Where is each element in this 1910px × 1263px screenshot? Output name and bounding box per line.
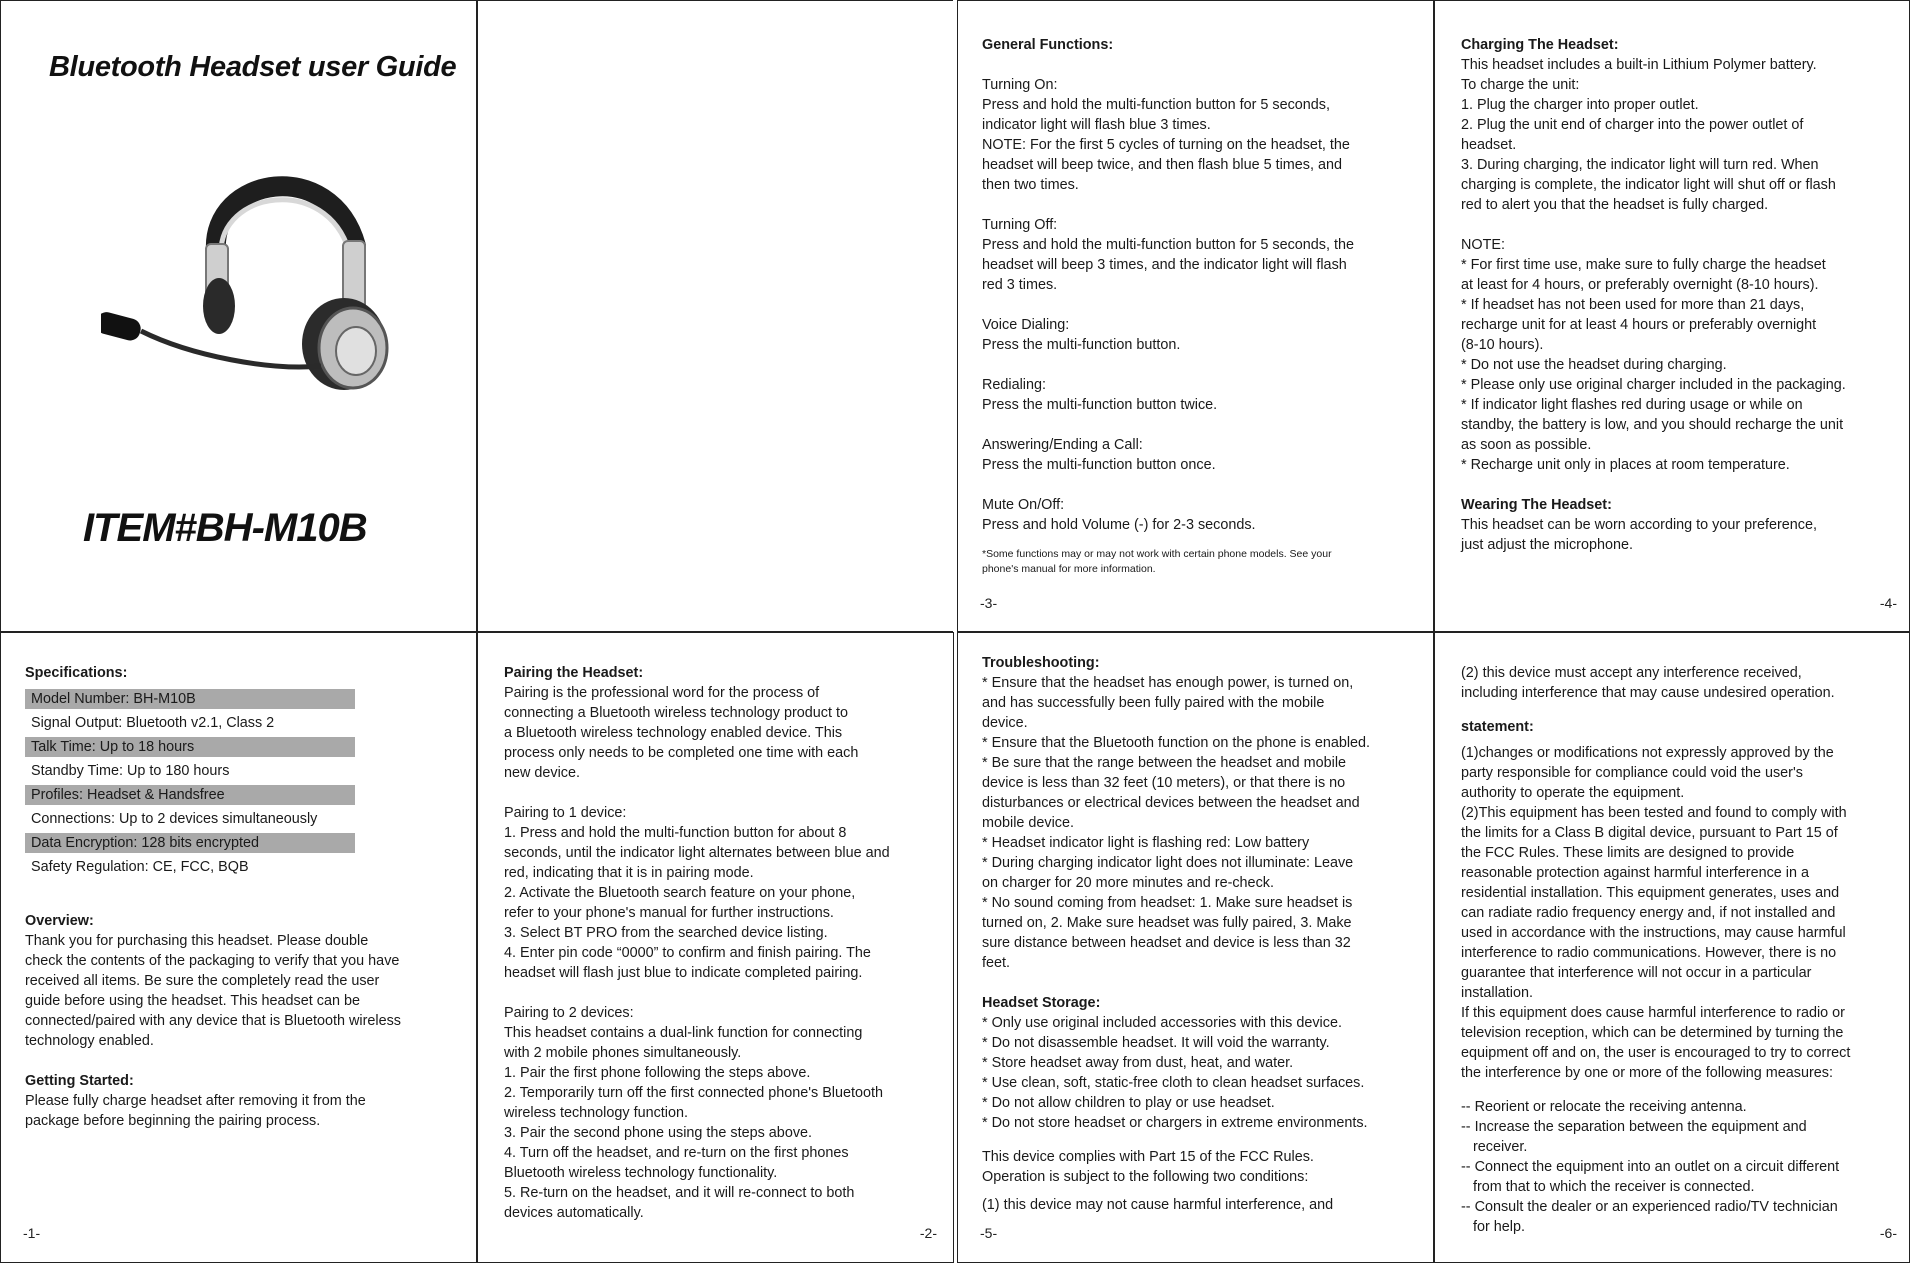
text-line: process only needs to be completed one time with each bbox=[504, 745, 859, 761]
text-line: disturbances or electrical devices between the headset and bbox=[982, 795, 1360, 811]
text-line: for help. bbox=[1461, 1219, 1525, 1235]
page-number: -2- bbox=[919, 1225, 937, 1241]
subheading: Redialing: bbox=[982, 377, 1046, 393]
text-line: equipment off and on, the user is encouraged to try to correct bbox=[1461, 1045, 1851, 1061]
page-1 bbox=[0, 632, 477, 1263]
text-line: Pairing is the professional word for the process of bbox=[504, 685, 820, 701]
text-line: This headset can be worn according to your preference, bbox=[1461, 517, 1817, 533]
spec-row: Data Encryption: 128 bits encrypted bbox=[25, 833, 355, 853]
text-line: new device. bbox=[504, 765, 580, 781]
text-line: 3. During charging, the indicator light will turn red. When bbox=[1461, 157, 1819, 173]
text-line: 4. Turn off the headset, and re-turn on the first phones bbox=[504, 1145, 849, 1161]
text-line: This headset includes a built-in Lithium Polymer battery. bbox=[1461, 57, 1817, 73]
text-line: connected/paired with any device that is Bluetooth wireless bbox=[25, 1013, 401, 1029]
text-line: on charger for 20 more minutes and re-check. bbox=[982, 875, 1274, 891]
text-line: recharge unit for at least 4 hours or preferably overnight bbox=[1461, 317, 1817, 333]
text-line: * Do not allow children to play or use headset. bbox=[982, 1095, 1275, 1111]
text-line: * If indicator light flashes red during usage or while on bbox=[1461, 397, 1803, 413]
page-6 bbox=[1434, 632, 1910, 1263]
text-line: (2)This equipment has been tested and found to comply with bbox=[1461, 805, 1847, 821]
subheading: NOTE: bbox=[1461, 237, 1505, 253]
text-line: and has successfully been fully paired with the mobile bbox=[982, 695, 1325, 711]
text-line: * Ensure that the Bluetooth function on the phone is enabled. bbox=[982, 735, 1371, 751]
text-line: Please fully charge headset after removing it from the bbox=[25, 1093, 366, 1109]
text-line: the FCC Rules. These limits are designed to provide bbox=[1461, 845, 1795, 861]
text-line: * Use clean, soft, static-free cloth to clean headset surfaces. bbox=[982, 1075, 1365, 1091]
text-line: connecting a Bluetooth wireless technology product to bbox=[504, 705, 848, 721]
text-line: * Only use original included accessories with this device. bbox=[982, 1015, 1342, 1031]
text-line: (1)changes or modifications not expressly approved by the bbox=[1461, 745, 1834, 761]
text-line: refer to your phone's manual for further instructions. bbox=[504, 905, 834, 921]
spec-row: Model Number: BH-M10B bbox=[25, 689, 355, 709]
footnote-line: phone's manual for more information. bbox=[982, 563, 1156, 575]
spec-row: Profiles: Headset & Handsfree bbox=[25, 785, 355, 805]
section-heading: Overview: bbox=[25, 913, 94, 929]
text-line: headset will beep 3 times, and the indicator light will flash bbox=[982, 257, 1347, 273]
text-line: Press the multi-function button once. bbox=[982, 457, 1216, 473]
text-line: (8-10 hours). bbox=[1461, 337, 1544, 353]
spec-row: Connections: Up to 2 devices simultaneously bbox=[31, 811, 318, 827]
text-line: the interference by one or more of the following measures: bbox=[1461, 1065, 1833, 1081]
text-line: at least for 4 hours, or preferably overnight (8-10 hours). bbox=[1461, 277, 1819, 293]
text-line: * During charging indicator light does not illuminate: Leave bbox=[982, 855, 1354, 871]
text-line: used in accordance with the instructions, may cause harmful bbox=[1461, 925, 1846, 941]
text-line: including interference that may cause undesired operation. bbox=[1461, 685, 1835, 701]
text-line: indicator light will flash blue 3 times. bbox=[982, 117, 1211, 133]
section-heading: Getting Started: bbox=[25, 1073, 134, 1089]
text-line: turned on, 2. Make sure headset was fully paired, 3. Make bbox=[982, 915, 1352, 931]
section-heading: statement: bbox=[1461, 719, 1534, 735]
text-line: received all items. Be sure the completely read the user bbox=[25, 973, 380, 989]
item-number: ITEM#BH-M10B bbox=[83, 506, 367, 550]
text-line: To charge the unit: bbox=[1461, 77, 1580, 93]
charging-text bbox=[1461, 35, 1846, 555]
page-2 bbox=[477, 632, 954, 1263]
spec-row: Safety Regulation: CE, FCC, BQB bbox=[31, 859, 249, 875]
footnote-line: *Some functions may or may not work with certain phone models. See your bbox=[982, 548, 1332, 560]
text-line: interference to radio communications. However, there is no bbox=[1461, 945, 1837, 961]
text-line: -- Connect the equipment into an outlet on a circuit different bbox=[1461, 1159, 1840, 1175]
page-3 bbox=[957, 0, 1434, 632]
text-line: * For first time use, make sure to fully charge the headset bbox=[1461, 257, 1826, 273]
spec-row: Standby Time: Up to 180 hours bbox=[31, 763, 230, 779]
section-heading: Wearing The Headset: bbox=[1461, 497, 1612, 513]
text-line: with 2 mobile phones simultaneously. bbox=[504, 1045, 742, 1061]
text-line: * No sound coming from headset: 1. Make sure headset is bbox=[982, 895, 1353, 911]
text-line: headset will beep twice, and then flash blue 5 times, and bbox=[982, 157, 1342, 173]
text-line: -- Consult the dealer or an experienced radio/TV technician bbox=[1461, 1199, 1838, 1215]
text-line: * Please only use original charger included in the packaging. bbox=[1461, 377, 1846, 393]
section-heading: Pairing the Headset: bbox=[504, 665, 644, 681]
troubleshooting-text bbox=[982, 653, 1370, 1215]
page-number: -3- bbox=[980, 595, 998, 611]
text-line: residential installation. This equipment generates, uses and bbox=[1461, 885, 1840, 901]
text-line: the limits for a Class B digital device, pursuant to Part 15 of bbox=[1461, 825, 1838, 841]
text-line: Press the multi-function button. bbox=[982, 337, 1181, 353]
text-line: * If headset has not been used for more than 21 days, bbox=[1461, 297, 1805, 313]
text-line: 2. Activate the Bluetooth search feature on your phone, bbox=[504, 885, 856, 901]
text-line: Press and hold the multi-function button for 5 seconds, the bbox=[982, 237, 1354, 253]
text-line: 1. Plug the charger into proper outlet. bbox=[1461, 97, 1699, 113]
text-line: Press and hold Volume (-) for 2-3 seconds. bbox=[982, 517, 1256, 533]
subheading: Pairing to 2 devices: bbox=[504, 1005, 634, 1021]
page-number: -6- bbox=[1879, 1225, 1897, 1241]
text-line: package before beginning the pairing process. bbox=[25, 1113, 321, 1129]
text-line: guarantee that interference will not occur in a particular bbox=[1461, 965, 1812, 981]
text-line: If this equipment does cause harmful interference to radio or bbox=[1461, 1005, 1845, 1021]
text-line: * Do not use the headset during charging. bbox=[1461, 357, 1727, 373]
fcc-statement-text bbox=[1461, 663, 1850, 1237]
text-line: receiver. bbox=[1461, 1139, 1528, 1155]
text-line: device. bbox=[982, 715, 1028, 731]
text-line: guide before using the headset. This headset can be bbox=[25, 993, 360, 1009]
section-heading: Troubleshooting: bbox=[982, 655, 1100, 671]
text-line: installation. bbox=[1461, 985, 1533, 1001]
text-line: NOTE: For the first 5 cycles of turning on the headset, the bbox=[982, 137, 1350, 153]
text-line: headset will flash just blue to indicate completed pairing. bbox=[504, 965, 863, 981]
text-line: * Be sure that the range between the headset and mobile bbox=[982, 755, 1347, 771]
text-line: Press the multi-function button twice. bbox=[982, 397, 1218, 413]
text-line: * Do not disassemble headset. It will void the warranty. bbox=[982, 1035, 1330, 1051]
text-line: * Recharge unit only in places at room temperature. bbox=[1461, 457, 1790, 473]
text-line: * Do not store headset or chargers in extreme environments. bbox=[982, 1115, 1368, 1131]
cover-page bbox=[0, 0, 477, 632]
subheading: Voice Dialing: bbox=[982, 317, 1070, 333]
text-line: -- Reorient or relocate the receiving antenna. bbox=[1461, 1099, 1747, 1115]
text-line: 3. Pair the second phone using the steps above. bbox=[504, 1125, 813, 1141]
text-line: authority to operate the equipment. bbox=[1461, 785, 1685, 801]
subheading: Mute On/Off: bbox=[982, 497, 1065, 513]
headset-image bbox=[101, 156, 391, 456]
text-line: Thank you for purchasing this headset. Please double bbox=[25, 933, 369, 949]
text-line: 1. Pair the first phone following the steps above. bbox=[504, 1065, 811, 1081]
text-line: * Ensure that the headset has enough power, is turned on, bbox=[982, 675, 1354, 691]
text-line: a Bluetooth wireless technology enabled device. This bbox=[504, 725, 843, 741]
spec-row: Signal Output: Bluetooth v2.1, Class 2 bbox=[31, 715, 275, 731]
text-line: mobile device. bbox=[982, 815, 1074, 831]
text-line: from that to which the receiver is connected. bbox=[1461, 1179, 1755, 1195]
text-line: wireless technology function. bbox=[504, 1105, 688, 1121]
text-line: just adjust the microphone. bbox=[1461, 537, 1633, 553]
text-line: This headset contains a dual-link function for connecting bbox=[504, 1025, 863, 1041]
text-line: * Headset indicator light is flashing red: Low battery bbox=[982, 835, 1310, 851]
text-line: seconds, until the indicator light alternates between blue and bbox=[504, 845, 890, 861]
page-4 bbox=[1434, 0, 1910, 632]
text-line: * Store headset away from dust, heat, and water. bbox=[982, 1055, 1294, 1071]
text-line: red 3 times. bbox=[982, 277, 1058, 293]
text-line: (2) this device must accept any interference received, bbox=[1461, 665, 1802, 681]
specifications-text bbox=[25, 663, 401, 1131]
section-heading: Specifications: bbox=[25, 665, 128, 681]
text-line: technology enabled. bbox=[25, 1033, 154, 1049]
text-line: can radiate radio frequency energy and, if not installed and bbox=[1461, 905, 1836, 921]
page-5 bbox=[957, 632, 1434, 1263]
text-line: then two times. bbox=[982, 177, 1079, 193]
spec-row: Talk Time: Up to 18 hours bbox=[25, 737, 355, 757]
text-line: Operation is subject to the following two conditions: bbox=[982, 1169, 1309, 1185]
text-line: 4. Enter pin code “0000” to confirm and finish pairing. The bbox=[504, 945, 871, 961]
text-line: sure distance between headset and device is less than 32 bbox=[982, 935, 1351, 951]
text-line: This device complies with Part 15 of the FCC Rules. bbox=[982, 1149, 1314, 1165]
section-heading: General Functions: bbox=[982, 37, 1114, 53]
text-line: charging is complete, the indicator light will shut off or flash bbox=[1461, 177, 1836, 193]
guide-title: Bluetooth Headset user Guide bbox=[49, 51, 457, 83]
subheading: Turning Off: bbox=[982, 217, 1058, 233]
section-heading: Headset Storage: bbox=[982, 995, 1101, 1011]
text-line: Bluetooth wireless technology functionality. bbox=[504, 1165, 778, 1181]
text-line: standby, the battery is low, and you should recharge the unit bbox=[1461, 417, 1844, 433]
text-line: red to alert you that the headset is fully charged. bbox=[1461, 197, 1769, 213]
text-line: as soon as possible. bbox=[1461, 437, 1592, 453]
text-line: party responsible for compliance could void the user's bbox=[1461, 765, 1803, 781]
general-functions-text bbox=[982, 35, 1354, 577]
text-line: device is less than 32 feet (10 meters), or that there is no bbox=[982, 775, 1346, 791]
text-line: headset. bbox=[1461, 137, 1517, 153]
text-line: 2. Plug the unit end of charger into the power outlet of bbox=[1461, 117, 1804, 133]
text-line: 5. Re-turn on the headset, and it will re-connect to both bbox=[504, 1185, 855, 1201]
text-line: feet. bbox=[982, 955, 1011, 971]
page-number: -1- bbox=[23, 1225, 41, 1241]
subheading: Turning On: bbox=[982, 77, 1058, 93]
text-line: check the contents of the packaging to verify that you have bbox=[25, 953, 400, 969]
text-line: (1) this device may not cause harmful interference, and bbox=[982, 1197, 1334, 1213]
pairing-text bbox=[504, 663, 890, 1223]
blank-page bbox=[477, 0, 954, 632]
text-line: reasonable protection against harmful interference in a bbox=[1461, 865, 1809, 881]
subheading: Answering/Ending a Call: bbox=[982, 437, 1143, 453]
text-line: 1. Press and hold the multi-function button for about 8 bbox=[504, 825, 847, 841]
text-line: devices automatically. bbox=[504, 1205, 644, 1221]
text-line: Press and hold the multi-function button for 5 seconds, bbox=[982, 97, 1330, 113]
text-line: 3. Select BT PRO from the searched device listing. bbox=[504, 925, 828, 941]
subheading: Pairing to 1 device: bbox=[504, 805, 627, 821]
text-line: 2. Temporarily turn off the first connected phone's Bluetooth bbox=[504, 1085, 883, 1101]
text-line: red, indicating that it is in pairing mode. bbox=[504, 865, 754, 881]
page-number: -4- bbox=[1879, 595, 1897, 611]
page-number: -5- bbox=[980, 1225, 998, 1241]
text-line: television reception, which can be determined by turning the bbox=[1461, 1025, 1844, 1041]
section-heading: Charging The Headset: bbox=[1461, 37, 1619, 53]
text-line: -- Increase the separation between the equipment and bbox=[1461, 1119, 1807, 1135]
